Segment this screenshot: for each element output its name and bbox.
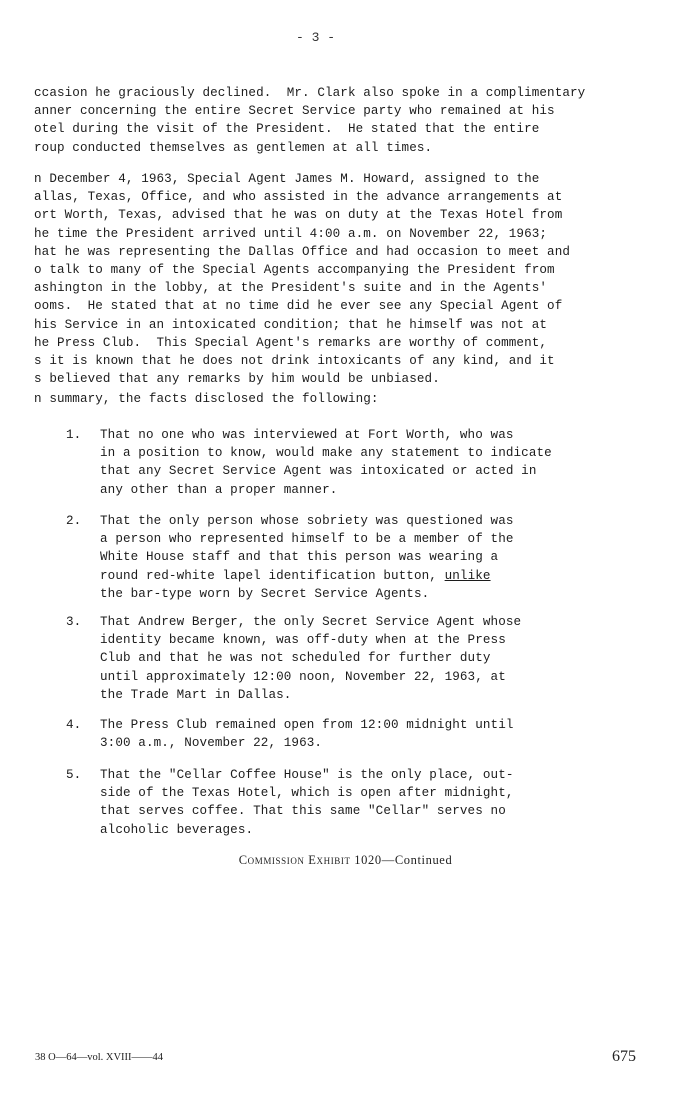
text-line: 3:00 a.m., November 22, 1963. — [100, 736, 323, 751]
item-number: 3. — [66, 615, 82, 629]
item-text — [100, 613, 521, 704]
underlined-word: unlike — [444, 568, 491, 583]
text-line: that any Secret Service Agent was intoxicated or acted in — [100, 464, 537, 479]
paragraph-hotel-manager — [34, 84, 585, 157]
item-text — [100, 426, 552, 499]
text-line: n December 4, 1963, Special Agent James M. Howard, assigned to the — [34, 172, 540, 186]
text-line: s it is known that he does not drink intoxicants of any kind, and it — [34, 354, 555, 369]
text-line: n summary, the facts disclosed the following: — [34, 392, 379, 406]
footer-volume-reference: 38 O—64—vol. XVIII——44 — [35, 1052, 164, 1063]
item-text — [100, 716, 514, 752]
item-text — [100, 512, 514, 603]
footer-page-number: 675 — [612, 1048, 636, 1065]
text-line: a person who represented himself to be a member of the — [100, 532, 514, 547]
item-number: 2. — [66, 514, 82, 528]
text-line: allas, Texas, Office, and who assisted in the advance arrangements at — [34, 190, 563, 205]
text-line: o talk to many of the Special Agents accompanying the President from — [34, 263, 555, 278]
text-line: in a position to know, would make any statement to indicate — [100, 446, 552, 461]
item-number: 5. — [66, 768, 82, 782]
text-line: ort Worth, Texas, advised that he was on duty at the Texas Hotel from — [34, 208, 563, 223]
text-line: That Andrew Berger, the only Secret Service Agent whose — [100, 615, 522, 629]
item-number: 4. — [66, 718, 82, 732]
text-line: he time the President arrived until 4:00 a.m. on November 22, 1963; — [34, 226, 548, 241]
summary-item-5 — [66, 766, 514, 839]
text-line: The Press Club remained open from 12:00 midnight until — [100, 718, 514, 732]
text-line: any other than a proper manner. — [100, 482, 338, 497]
text-line: identity became known, was off-duty when at the Press — [100, 633, 506, 648]
text-line: side of the Texas Hotel, which is open after midnight, — [100, 786, 514, 801]
text-line: the Trade Mart in Dallas. — [100, 687, 292, 702]
page-number: - 3 - — [296, 30, 336, 45]
text-line: ccasion he graciously declined. Mr. Clark also spoke in a complimentary — [34, 86, 586, 100]
text-line: otel during the visit of the President. He stated that the entire — [34, 122, 540, 137]
summary-item-3 — [66, 613, 522, 702]
paragraph-agent-howard — [34, 170, 570, 388]
item-number: 1. — [66, 428, 82, 442]
summary-item-1 — [66, 426, 552, 499]
paragraph-summary-intro — [34, 390, 379, 408]
text-line: Club and that he was not scheduled for further duty — [100, 651, 491, 666]
text-line: anner concerning the entire Secret Service party who remained at his — [34, 104, 555, 119]
exhibit-caption — [0, 853, 691, 868]
text-line: roup conducted themselves as gentlemen at all times. — [34, 140, 433, 155]
text-line: ooms. He stated that at no time did he ever see any Special Agent of — [34, 299, 563, 314]
text-line: that serves coffee. That this same "Cellar" serves no — [100, 804, 506, 819]
text-line: the bar-type worn by Secret Service Agents. — [100, 586, 430, 601]
text-line: ashington in the lobby, at the President's suite and in the Agents' — [34, 281, 548, 296]
text-line: until approximately 12:00 noon, November 22, 1963, at — [100, 669, 506, 684]
text-line: s believed that any remarks by him would be unbiased. — [34, 372, 440, 387]
text-line: his Service in an intoxicated condition; that he himself was not at — [34, 317, 548, 332]
text-line: he Press Club. This Special Agent's remarks are worthy of comment, — [34, 335, 548, 350]
item-text — [100, 766, 514, 839]
text-line: alcoholic beverages. — [100, 822, 254, 837]
text-line: That the only person whose sobriety was questioned was — [100, 514, 514, 528]
summary-item-2 — [66, 512, 514, 601]
text-line: That the "Cellar Coffee House" is the only place, out- — [100, 768, 514, 782]
text-line: That no one who was interviewed at Fort Worth, who was — [100, 428, 514, 442]
exhibit-label: Commission Exhibit 1020 — [238, 853, 382, 867]
text-line: White House staff and that this person was wearing a — [100, 550, 499, 565]
text-line: round red-white lapel identification button, — [100, 568, 437, 583]
text-line: hat he was representing the Dallas Office and had occasion to meet and — [34, 244, 571, 259]
exhibit-continued: —Continued — [381, 853, 453, 867]
